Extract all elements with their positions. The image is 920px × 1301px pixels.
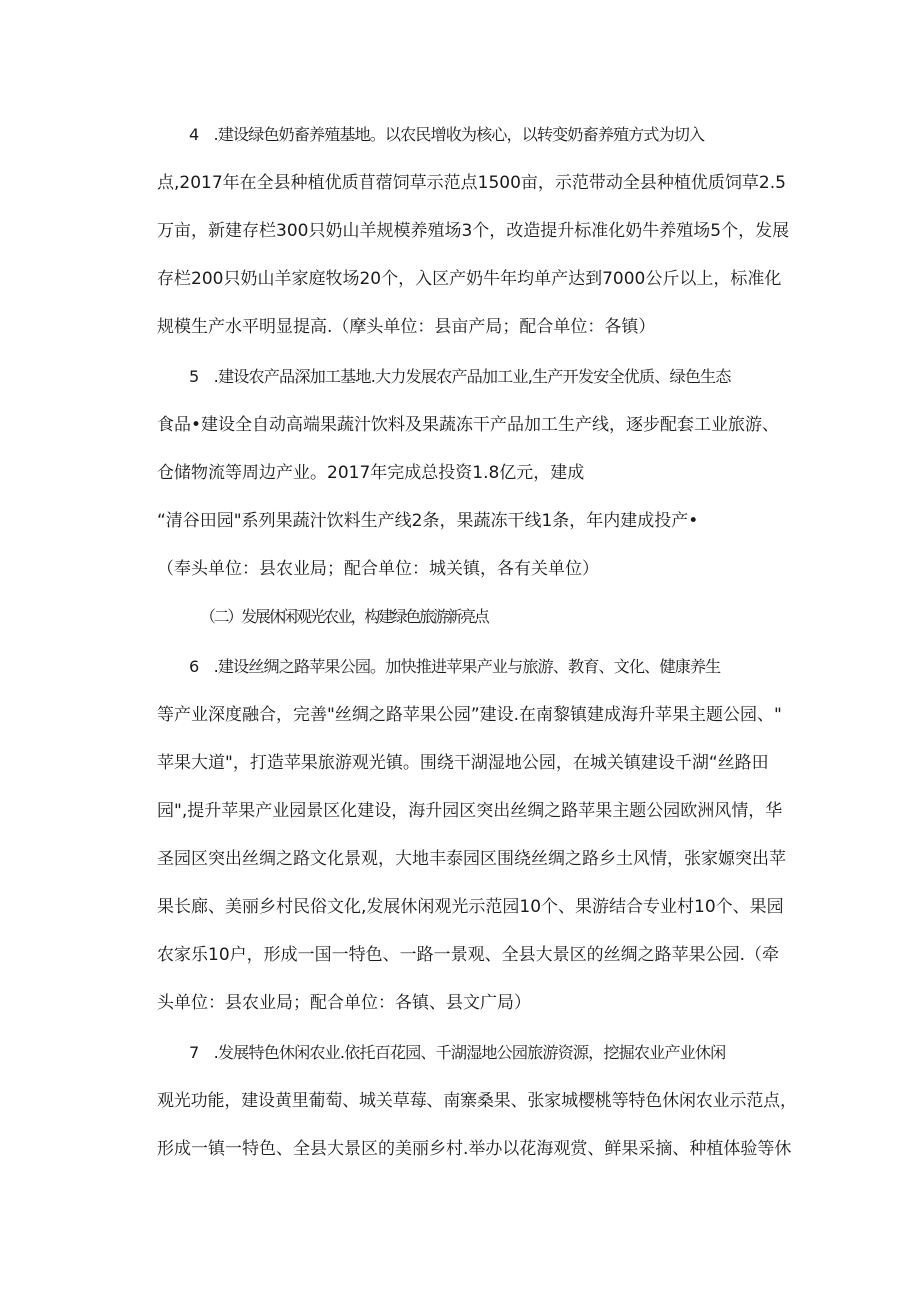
text-line: 仓储物流等周边产业。2017年完成总投资1.8亿元，建成 bbox=[157, 463, 585, 483]
text-line: 园",提升苹果产业园景区化建设，海升园区突出丝绸之路苹果主题公园欧洲风情，华 bbox=[157, 801, 783, 821]
text-line: 存栏200只奶山羊家庭牧场20个，入区产奶牛年均单产达到7000公斤以上，标准化 bbox=[157, 269, 782, 289]
text-line: 点,2017年在全县种植优质苜蓿饲草示范点1500亩，示范带动全县种植优质饲草2.5 bbox=[157, 173, 786, 193]
text-line: 6 .建设丝绸之路苹果公园。加快推进苹果产业与旅游、教育、文化、健康养生 bbox=[189, 657, 721, 676]
text-line: 7 .发展特色休闲农业.依托百花园、千湖湿地公园旅游资源，挖掘农业产业休闲 bbox=[189, 1043, 726, 1062]
text-line: 头单位：县农业局；配合单位：各镇、县文广局） bbox=[157, 993, 531, 1013]
text-line: 圣园区突出丝绸之路文化景观，大地丰泰园区围绕丝绸之路乡土风情，张家嫄突出苹 bbox=[157, 849, 786, 869]
text-line: 果长廊、美丽乡村民俗文化,发展休闲观光示范园10个、果游结合专业村10个、果园 bbox=[157, 897, 784, 917]
text-line: （奉头单位：县农业局；配合单位：城关镇，各有关单位） bbox=[157, 559, 599, 579]
text-line: 苹果大道"，打造苹果旅游观光镇。围绕干湖湿地公园，在城关镇建设千湖“丝路田 bbox=[157, 753, 769, 773]
text-line: “清谷田园"系列果蔬汁饮料生产线2条，果蔬冻干线1条，年内建成投产• bbox=[157, 511, 699, 531]
text-line: 观光功能，建设黄里葡萄、城关草莓、南寨桑果、张家城樱桃等特色休闲农业示范点， bbox=[157, 1091, 797, 1111]
text-line: 形成一镇一特色、全县大景区的美丽乡村.举办以花海观赏、鲜果采摘、种植体验等休 bbox=[157, 1139, 792, 1159]
text-line: 农家乐10户，形成一国一特色、一路一景观、全县大景区的丝绸之路苹果公园.（牵 bbox=[157, 945, 780, 965]
text-line: 5 .建设农产品深加工基地.大力发展农产品加工业,生产开发安全优质、绿色生态 bbox=[189, 367, 731, 386]
text-line: 万亩，新建存栏300只奶山羊规模养殖场3个，改造提升标准化奶牛养殖场5个，发展 bbox=[157, 221, 790, 241]
text-line: 规模生产水平明显提高.（摩头单位：县亩产局；配合单位：各镇） bbox=[157, 317, 656, 337]
text-line: 食品•建设全自动高端果蔬汁饮料及果蔬冻干产品加工生产线，逐步配套工业旅游、 bbox=[157, 415, 780, 435]
text-line: 等产业深度融合，完善"丝绸之路苹果公园”建设.在南黎镇建成海升苹果主题公园、" bbox=[157, 705, 782, 725]
section-heading: （二）发展休闲观光农业，构建绿色旅游新亮点 bbox=[200, 607, 488, 626]
text-line: 4 .建设绿色奶畜养殖基地。以农民增收为核心，以转变奶畜养殖方式为切入 bbox=[189, 125, 705, 144]
